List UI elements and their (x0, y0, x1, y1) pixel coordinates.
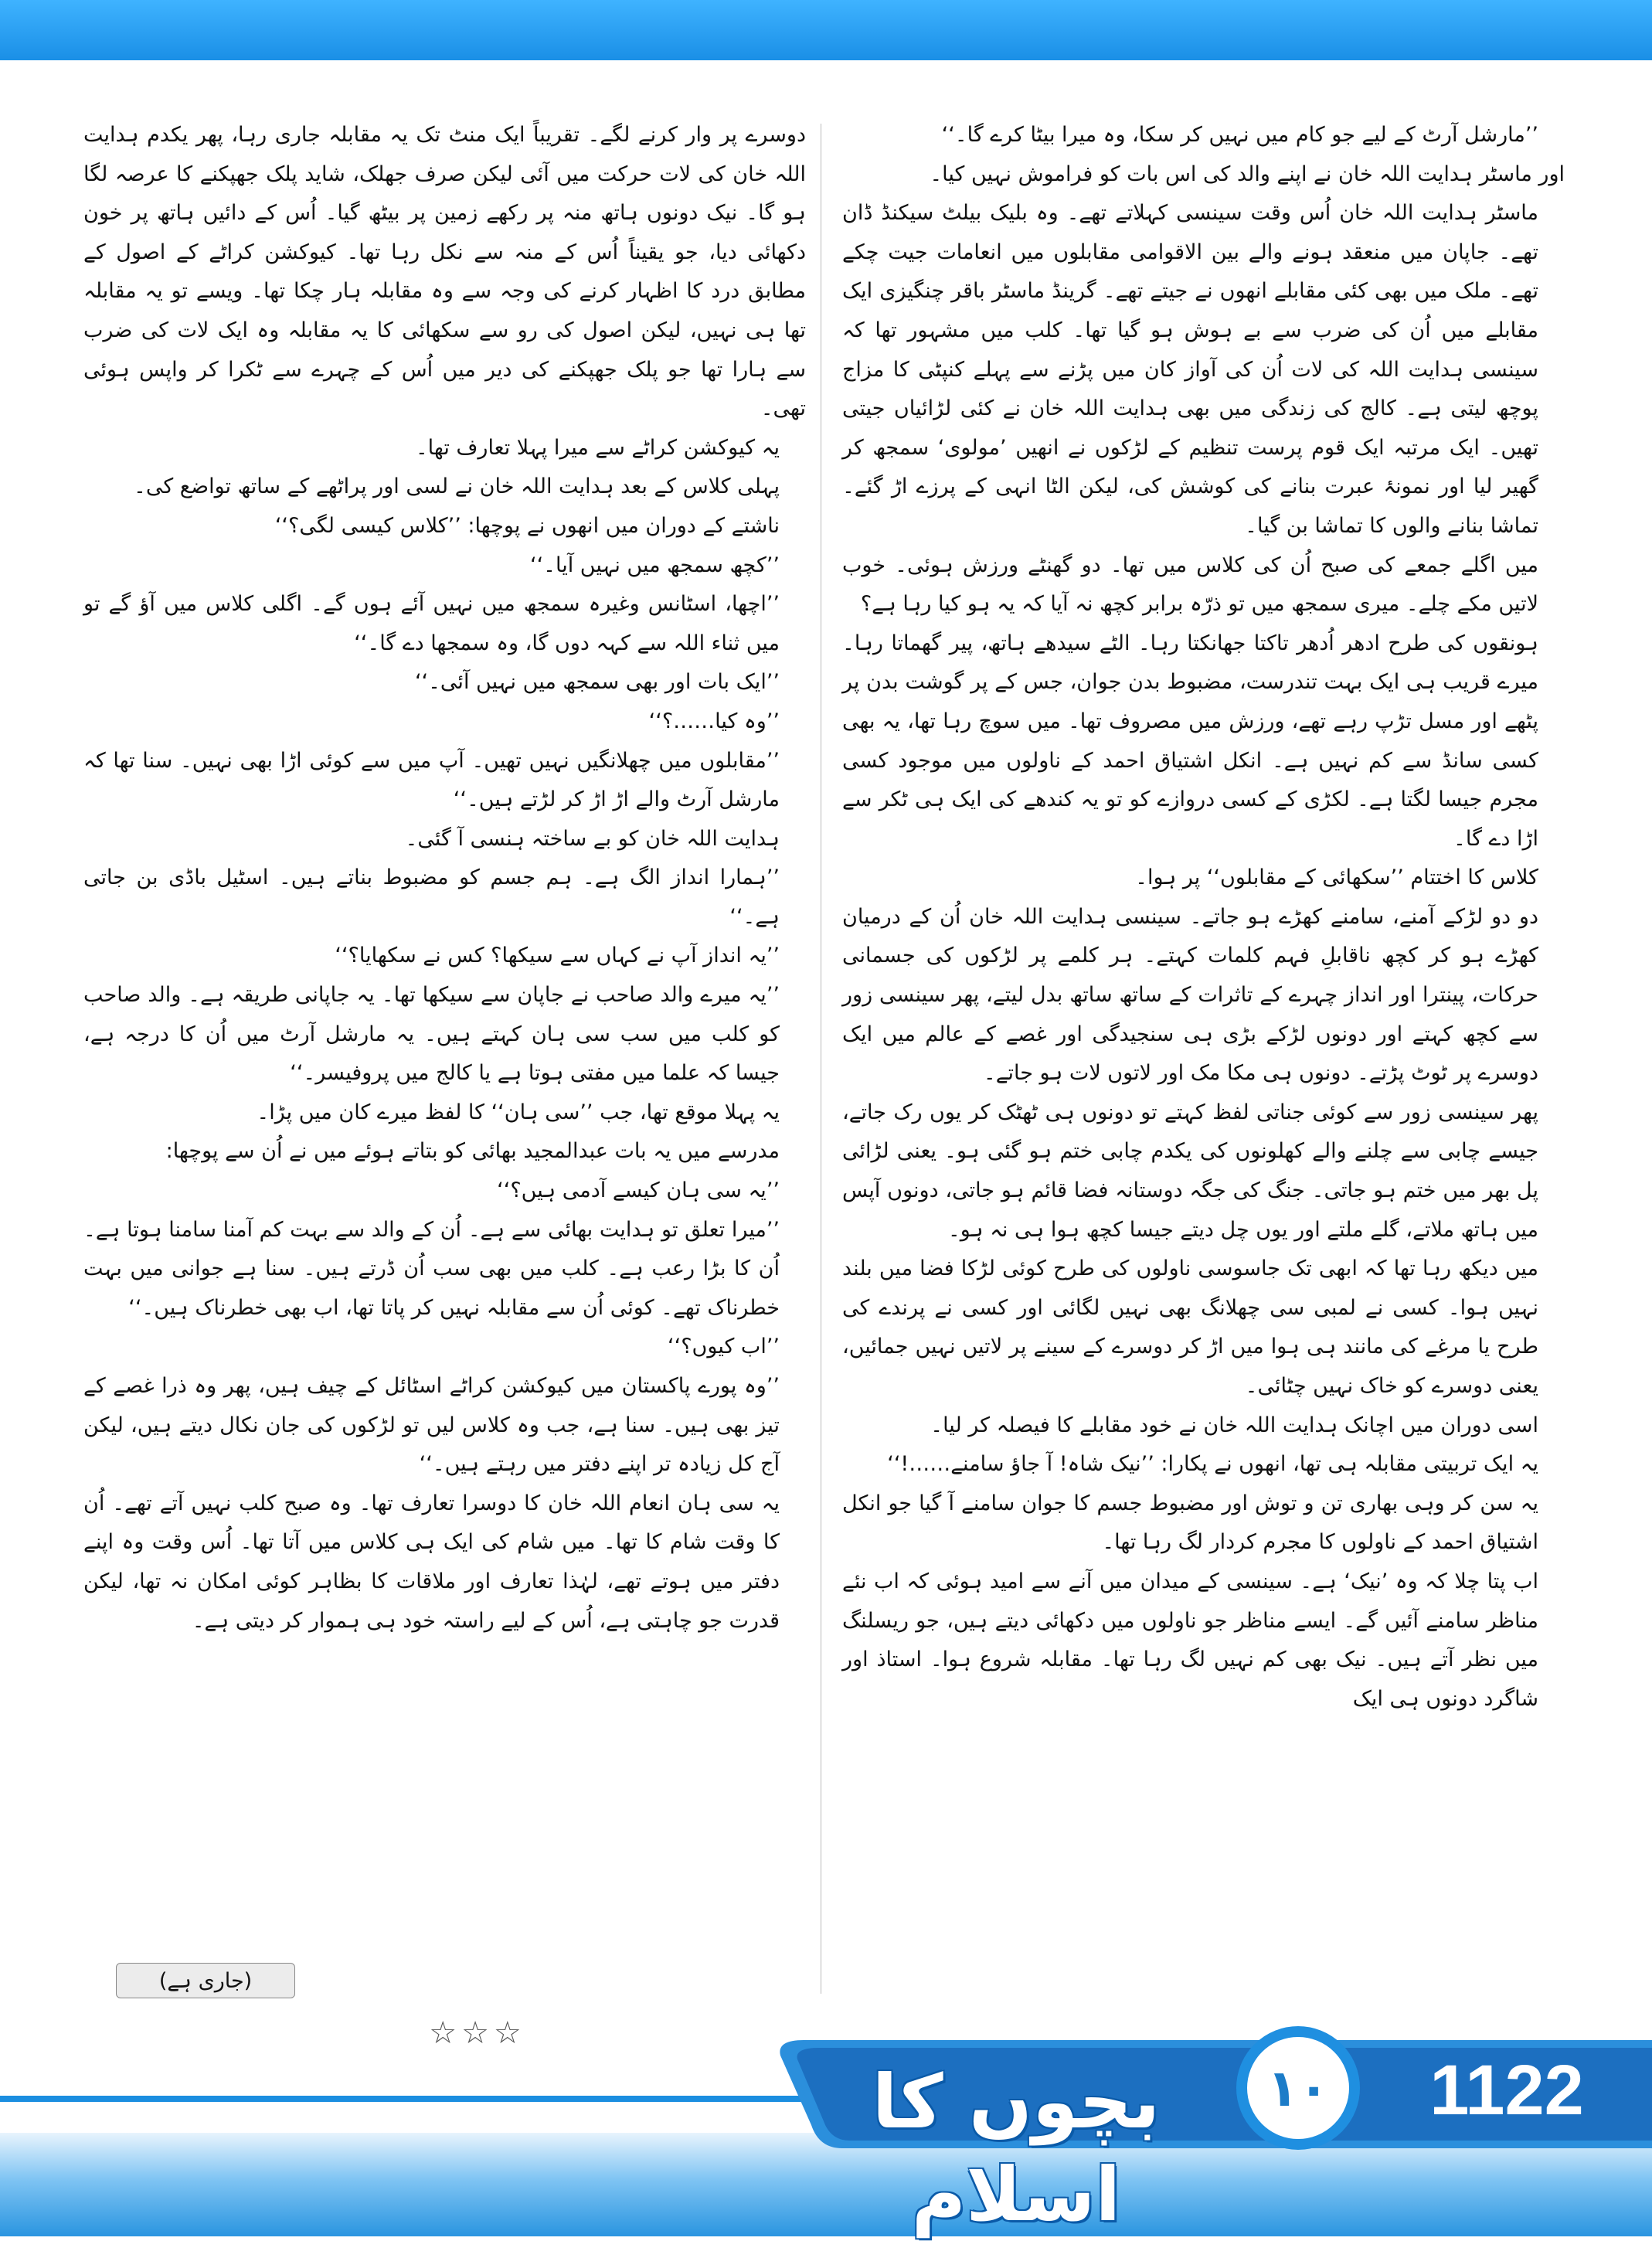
paragraph: دو دو لڑکے آمنے، سامنے کھڑے ہو جاتے۔ سینسی ہدایت اللہ خان اُن کے درمیان کھڑے ہو کر کچھ ناقابلِ فہم کلمات کہتے۔ ہر کلمے پر لڑکوں کی جسمانی حرکات، پینترا اور انداز چہرے کے تاثرات کے ساتھ ساتھ بدل لیتے، پھر سینسی زور سے کچھ کہتے اور دونوں لڑکے بڑی ہی سنجیدگی اور غصے کے عالم میں ایک دوسرے پر ٹوٹ پڑتے۔ دونوں ہی مکا مک اور لاتوں لات ہو جاتے۔ (842, 904, 1538, 1086)
paragraph: ’’ایک بات اور بھی سمجھ میں نہیں آئی۔‘‘ (414, 670, 780, 695)
paragraph: اسی دوران میں اچانک ہدایت اللہ خان نے خود مقابلے کا فیصلہ کر لیا۔ (930, 1413, 1538, 1437)
paragraph: اب پتا چلا کہ وہ ’نیک‘ ہے۔ سینسی کے میدان میں آنے سے امید ہوئی کہ اب نئے مناظر سامنے آئیں گے۔ ایسے مناظر جو ناولوں میں دکھائی دیتے ہیں، جو ریسلنگ میں نظر آتے ہیں۔ نیک بھی کم نہیں لگ رہا تھا۔ مقابلہ شروع ہوا۔ استاذ اور شاگرد دونوں ہی ایک (842, 1569, 1538, 1711)
paragraph: یہ کیوکشن کراٹے سے میرا پہلا تعارف تھا۔ (415, 435, 780, 460)
paragraph: اور ماسٹر ہدایت اللہ خان نے اپنے والد کی اس بات کو فراموش نہیں کیا۔ (930, 162, 1565, 186)
paragraph: ’’مارشل آرٹ کے لیے جو کام میں نہیں کر سکا، وہ میرا بیٹا کرے گا۔‘‘ (941, 123, 1538, 147)
end-stars: ☆☆☆ (429, 2015, 526, 2051)
paragraph: ہدایت اللہ خان کو بے ساختہ ہنسی آ گئی۔ (405, 826, 780, 851)
paragraph: کلاس کا اختتام ’’سکھائی کے مقابلوں‘‘ پر ہوا۔ (1135, 865, 1538, 890)
paragraph: ’’وہ کیا……؟‘‘ (648, 709, 780, 733)
paragraph: دوسرے پر وار کرنے لگے۔ تقریباً ایک منٹ تک یہ مقابلہ جاری رہا، پھر یکدم ہدایت اللہ خان کی لات حرکت میں آئی لیکن صرف جھلک، شاید پلک جھپکنے کا عرصہ لگا ہو گا۔ نیک دونوں ہاتھ منہ پر رکھے زمین پر بیٹھ گیا۔ اُس کے دائیں ہاتھ پر خون دکھائی دیا، جو یقیناً اُس کے منہ سے نکل رہا تھا۔ کیوکشن کراٹے کے اصول کے مطابق درد کا اظہار کرنے کی وجہ سے وہ مقابلہ ہار چکا تھا۔ ویسے تو یہ مقابلہ تھا ہی نہیں، لیکن اصول کی رو سے سکھائی کا یہ مقابلہ وہ ایک لات کی ضرب سے ہارا تھا جو پلک جھپکنے کی دیر میں اُس کے چہرے سے ٹکرا کر واپس ہوئی تھی۔ (83, 123, 806, 421)
continued-label: (جاری ہے) (116, 1963, 295, 1998)
paragraph: ’’اب کیوں؟‘‘ (668, 1335, 780, 1359)
paragraph: پھر سینسی زور سے کوئی جناتی لفظ کہتے تو دونوں ہی ٹھٹک کر یوں رک جاتے، جیسے چابی سے چلنے والے کھلونوں کی یکدم چابی ختم ہو گئی ہو۔ یعنی لڑائی پل بھر میں ختم ہو جاتی۔ جنگ کی جگہ دوستانہ فضا قائم ہو جاتی، دونوں آپس میں ہاتھ ملاتے، گلے ملتے اور یوں چل دیتے جیسا کچھ ہوا ہی نہ ہو۔ (842, 1100, 1538, 1242)
paragraph: پہلی کلاس کے بعد ہدایت اللہ خان نے لسی اور پراٹھے کے ساتھ تواضع کی۔ (134, 474, 780, 499)
paragraph: ناشتے کے دوران میں انھوں نے پوچھا: ’’کلاس کیسی لگی؟‘‘ (274, 513, 780, 538)
paragraph: ’’یہ انداز آپ نے کہاں سے سیکھا؟ کس نے سکھایا؟‘‘ (335, 944, 780, 968)
paragraph: ’’میرا تعلق تو ہدایت بھائی سے ہے۔ اُن کے والد سے بہت کم آمنا سامنا ہوتا ہے۔ اُن کا بڑا رعب ہے۔ کلب میں بھی سب اُن ڈرتے ہیں۔ سنا ہے جوانی میں بہت خطرناک تھے۔ کوئی اُن سے مقابلہ نہیں کر پاتا تھا، اب بھی خطرناک ہیں۔‘‘ (83, 1217, 780, 1320)
paragraph: یہ سی ہان انعام اللہ خان کا دوسرا تعارف تھا۔ وہ صبح کلب نہیں آتے تھے۔ اُن کا وقت شام کا تھا۔ میں شام کی ایک ہی کلاس میں آتا تھا۔ اُس وقت وہ اپنے دفتر میں ہوتے تھے، لہٰذا تعارف اور ملاقات کا بظاہر کوئی امکان نہ تھا، لیکن قدرت جو چاہتی ہے، اُس کے لیے راستہ خود ہی ہموار کر دیتی ہے۔ (83, 1491, 780, 1633)
paragraph: ’’ہمارا انداز الگ ہے۔ ہم جسم کو مضبوط بناتے ہیں۔ اسٹیل باڈی بن جاتی ہے۔‘‘ (83, 865, 780, 929)
paragraph: ماسٹر ہدایت اللہ خان اُس وقت سینسی کہلاتے تھے۔ وہ بلیک بیلٹ سیکنڈ ڈان تھے۔ جاپان میں منعقد ہونے والے بین الاقوامی مقابلوں میں انعامات جیت چکے تھے۔ ملک میں بھی کئی مقابلے انھوں نے جیتے تھے۔ گرینڈ ماسٹر باقر چنگیزی ایک مقابلے میں اُن کی ضرب سے بے ہوش ہو گیا تھا۔ کلب میں مشہور تھا کہ سینسی ہدایت اللہ کی لات اُن کی آواز کان میں پڑنے سے پہلے کنپٹی کا مزاج پوچھ لیتی ہے۔ کالج کی زندگی میں بھی ہدایت اللہ خان نے کئی لڑائیاں جیتی تھیں۔ ایک مرتبہ ایک قوم پرست تنظیم کے لڑکوں نے انھیں ’مولوی‘ سمجھ کر گھیر لیا اور نمونۂ عبرت بنانے کی کوشش کی، لیکن الٹا انہی کے پرزے اڑ گئے۔ تماشا بنانے والوں کا تماشا بن گیا۔ (842, 201, 1538, 538)
paragraph: ’’اچھا، اسٹانس وغیرہ سمجھ میں نہیں آئے ہوں گے۔ اگلی کلاس میں آؤ گے تو میں ثناء اللہ سے کہہ دوں گا، وہ سمجھا دے گا۔‘‘ (83, 592, 780, 655)
paragraph: مدرسے میں یہ بات عبدالمجید بھائی کو بتاتے ہوئے میں نے اُن سے پوچھا: (165, 1139, 780, 1164)
article-column-right (842, 116, 1565, 1719)
article-column-left (83, 116, 806, 1641)
paragraph: ’’مقابلوں میں چھلانگیں نہیں تھیں۔ آپ میں سے کوئی اڑا بھی نہیں۔ سنا تھا کہ مارشل آرٹ والے اڑ اڑ کر لڑتے ہیں۔‘‘ (83, 748, 780, 812)
paragraph: ہونقوں کی طرح ادھر اُدھر تاکتا جھانکتا رہا۔ الٹے سیدھے ہاتھ، پیر گھماتا رہا۔ میرے قریب ہی ایک بہت تندرست، مضبوط بدن جوان، جس کے پر گوشت بدن پر پٹھے اور مسل تڑپ رہے تھے، ورزش میں مصروف تھا۔ میں سوچ رہا تھا، یہ بھی کسی سانڈ سے کم نہیں ہے۔ انکل اشتیاق احمد کے ناولوں میں موجود کسی مجرم جیسا لگتا ہے۔ لکڑی کے کسی دروازے کو تو یہ کندھے کی ایک ہی ٹکر سے اڑا دے گا۔ (842, 631, 1538, 851)
paragraph: میں دیکھ رہا تھا کہ ابھی تک جاسوسی ناولوں کی طرح کوئی لڑکا فضا میں بلند نہیں ہوا۔ کسی نے لمبی سی چھلانگ بھی نہیں لگائی اور کسی نے پرندے کی طرح یا مرغے کی مانند ہی ہوا میں اڑ کر دوسرے کے سینے پر لاتیں نہیں جمائیں، یعنی دوسرے کو خاک نہیں چٹائی۔ (842, 1257, 1538, 1398)
paragraph: یہ ایک تربیتی مقابلہ ہی تھا، انھوں نے پکارا: ’’نیک شاہ! آ جاؤ سامنے……!‘‘ (887, 1452, 1538, 1477)
page-number: ۱۰ (1236, 2026, 1360, 2150)
paragraph: ’’یہ میرے والد صاحب نے جاپان سے سیکھا تھا۔ یہ جاپانی طریقہ ہے۔ والد صاحب کو کلب میں سب سی ہان کہتے ہیں۔ یہ مارشل آرٹ میں اُن کا درجہ ہے، جیسا کہ علما میں مفتی ہوتا ہے یا کالج میں پروفیسر۔‘‘ (83, 983, 780, 1086)
paragraph: ’’کچھ سمجھ میں نہیں آیا۔‘‘ (530, 553, 780, 577)
magazine-logo: بچوں کا اسلام (872, 2059, 1161, 2238)
paragraph: یہ سن کر وہی بھاری تن و توش اور مضبوط جسم کا جوان سامنے آ گیا جو انکل اشتیاق احمد کے ناولوں کا مجرم کردار لگ رہا تھا۔ (842, 1491, 1538, 1555)
paragraph: ’’یہ سی ہان کیسے آدمی ہیں؟‘‘ (497, 1178, 780, 1203)
paragraph: میں اگلے جمعے کی صبح اُن کی کلاس میں تھا۔ دو گھنٹے ورزش ہوئی۔ خوب لاتیں مکے چلے۔ میری سمجھ میں تو ذرّہ برابر کچھ نہ آیا کہ یہ ہو کیا رہا ہے؟ (842, 553, 1538, 617)
paragraph: یہ پہلا موقع تھا، جب ’’سی ہان‘‘ کا لفظ میرے کان میں پڑا۔ (257, 1100, 780, 1124)
top-color-bar (0, 0, 1652, 60)
issue-number: 1122 (1429, 2051, 1584, 2130)
paragraph: ’’وہ پورے پاکستان میں کیوکشن کراٹے اسٹائل کے چیف ہیں، پھر وہ ذرا غصے کے تیز بھی ہیں۔ سنا ہے، جب وہ کلاس لیں تو لڑکوں کی جان نکال دیتے ہیں، لیکن آج کل زیادہ تر اپنے دفتر میں رہتے ہیں۔‘‘ (83, 1374, 780, 1477)
